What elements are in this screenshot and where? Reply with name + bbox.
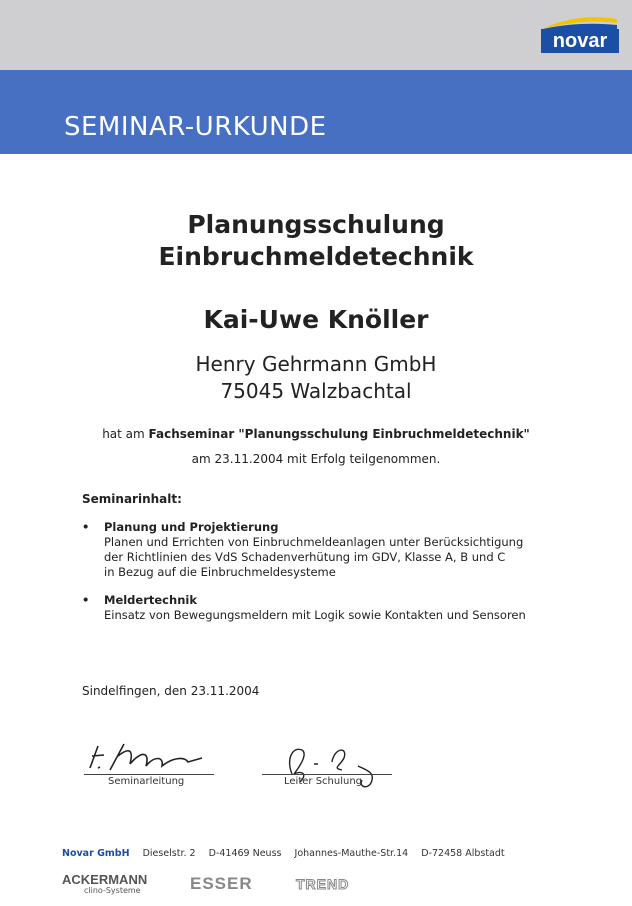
certificate-heading: SEMINAR-URKUNDE bbox=[64, 112, 327, 142]
course-title-line2: Einbruchmeldetechnik bbox=[158, 242, 474, 271]
participant-name: Kai-Uwe Knöller bbox=[203, 305, 429, 334]
bullet-icon: • bbox=[82, 520, 90, 534]
participant-company: Henry Gehrmann GmbH bbox=[195, 352, 437, 376]
statement-prefix: hat am bbox=[102, 427, 149, 441]
brand-logos bbox=[62, 872, 422, 898]
content-item-line: Einsatz von Bewegungsmeldern mit Logik sowie Kontakten und Sensoren bbox=[104, 608, 526, 622]
statement-line2: am 23.11.2004 mit Erfolg teilgenommen. bbox=[191, 452, 441, 466]
logo-text: novar bbox=[552, 30, 608, 52]
content-item-title: Meldertechnik bbox=[104, 593, 197, 607]
content-item-line: Planen und Errichten von Einbruchmeldeanlagen unter Berücksichtigung bbox=[104, 535, 524, 549]
footer-address bbox=[62, 848, 515, 859]
ackermann-logo: ACKERMANN bbox=[62, 872, 148, 887]
signature-right bbox=[262, 740, 392, 794]
place-date: Sindelfingen, den 23.11.2004 bbox=[82, 684, 260, 698]
signature-left bbox=[84, 740, 214, 787]
footer-street: Johannes-Mauthe-Str.14 bbox=[294, 848, 409, 859]
ackermann-subtitle: clino-Systeme bbox=[84, 886, 141, 895]
statement-line1 bbox=[0, 427, 632, 441]
seminar-name: Fachseminar "Planungsschulung Einbruchmeldetechnik" bbox=[148, 427, 530, 441]
esser-logo: ESSER bbox=[190, 874, 253, 893]
header-grey-band bbox=[0, 0, 632, 70]
content-item-line: der Richtlinien des VdS Schadenverhütung im GDV, Klasse A, B und C bbox=[104, 550, 506, 564]
bullet-icon: • bbox=[82, 593, 90, 607]
footer-street: Dieselstr. 2 bbox=[142, 848, 196, 859]
handwritten-signature-icon bbox=[84, 740, 214, 774]
signature-line bbox=[262, 774, 392, 775]
signature-caption-right: Leiter Schulung bbox=[284, 776, 363, 787]
footer-city: D-72458 Albstadt bbox=[421, 848, 505, 859]
trend-logo: TREND bbox=[296, 876, 350, 892]
content-heading: Seminarinhalt: bbox=[82, 492, 182, 506]
content-item-title: Planung und Projektierung bbox=[104, 520, 279, 534]
footer-company: Novar GmbH bbox=[62, 848, 130, 859]
signature-line bbox=[84, 774, 214, 775]
participant-city: 75045 Walzbachtal bbox=[220, 379, 412, 403]
footer-city: D-41469 Neuss bbox=[208, 848, 282, 859]
signature-caption-left: Seminarleitung bbox=[108, 776, 185, 787]
content-item-line: in Bezug auf die Einbruchmeldesysteme bbox=[104, 565, 336, 579]
course-title-line1: Planungsschulung bbox=[187, 210, 445, 239]
novar-logo bbox=[541, 13, 619, 53]
